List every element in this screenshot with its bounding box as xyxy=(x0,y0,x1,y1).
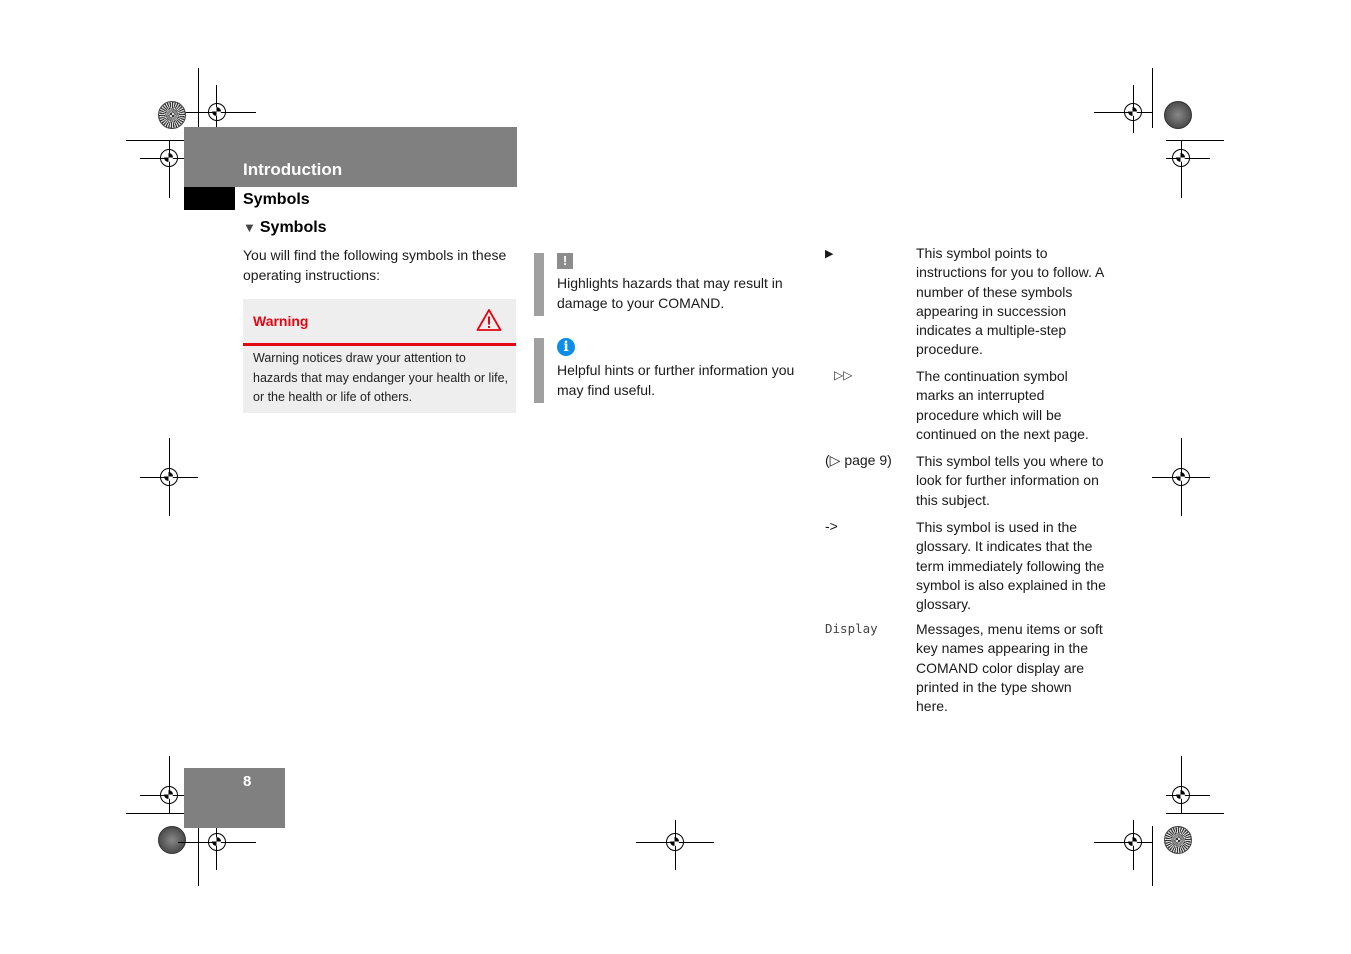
glossary-arrow-symbol: -> xyxy=(825,518,838,534)
intro-text: You will find the following symbols in these operating instructions: xyxy=(243,247,507,283)
registration-mark-icon xyxy=(1124,833,1142,851)
registration-mark-icon xyxy=(160,786,178,804)
continuation-icon: ▷▷ xyxy=(834,368,853,382)
registration-mark-icon xyxy=(208,103,226,121)
note-text: Helpful hints or further information you may find useful. xyxy=(557,362,795,398)
display-type-sample: Display xyxy=(825,621,878,636)
symbol-description: Messages, menu items or soft key names appearing in the COMAND color display are printed in the type shown here. xyxy=(916,621,1103,715)
starburst-target-icon xyxy=(158,101,186,129)
page-number-tab xyxy=(184,768,285,828)
warning-text: Warning notices draw your attention to hazards that may endanger your health or life, or the health or life of others. xyxy=(253,351,509,404)
page-number: 8 xyxy=(243,773,252,790)
symbol-description: This symbol tells you where to look for further information on this subject. xyxy=(916,453,1104,508)
warning-label: Warning xyxy=(253,313,309,329)
page-reference-symbol: (▷ page 9) xyxy=(825,452,892,468)
section-title: Introduction xyxy=(243,160,343,179)
instruction-arrow-icon: ▶ xyxy=(825,248,834,260)
gray-target-icon xyxy=(1164,101,1192,129)
warning-header xyxy=(243,299,516,346)
page-heading-text: Symbols xyxy=(259,219,327,236)
header-band xyxy=(184,127,517,187)
registration-mark-icon xyxy=(666,833,684,851)
exclamation-icon: ! xyxy=(557,253,573,269)
note-text: Highlights hazards that may result in damage to your COMAND. xyxy=(557,275,783,311)
registration-mark-icon xyxy=(208,833,226,851)
registration-mark-icon xyxy=(1172,468,1190,486)
note-damage xyxy=(534,253,809,317)
registration-mark-icon xyxy=(1172,149,1190,167)
note-bar xyxy=(534,253,544,316)
warning-triangle-icon xyxy=(476,308,502,332)
triangle-down-icon: ▼ xyxy=(243,220,256,235)
symbol-description: This symbol is used in the glossary. It indicates that the term immediately following the symbol is also explained in the glossary. xyxy=(916,519,1106,613)
section-marker xyxy=(184,187,235,210)
registration-mark-icon xyxy=(1172,786,1190,804)
symbol-description: The continuation symbol marks an interrupted procedure which will be continued on the next page. xyxy=(916,368,1089,442)
note-info xyxy=(534,338,809,404)
symbol-description: This symbol points to instructions for you to follow. A number of these symbols appearing in succession indicates a multiple-step procedure. xyxy=(916,245,1104,358)
registration-mark-icon xyxy=(160,468,178,486)
gray-target-icon xyxy=(158,826,186,854)
page-heading xyxy=(243,219,327,237)
warning-box xyxy=(243,299,516,413)
starburst-target-icon xyxy=(1164,826,1192,854)
subsection-title: Symbols xyxy=(243,191,310,208)
registration-mark-icon xyxy=(160,149,178,167)
registration-mark-icon xyxy=(1124,103,1142,121)
info-icon: i xyxy=(557,338,575,356)
note-bar xyxy=(534,338,544,403)
